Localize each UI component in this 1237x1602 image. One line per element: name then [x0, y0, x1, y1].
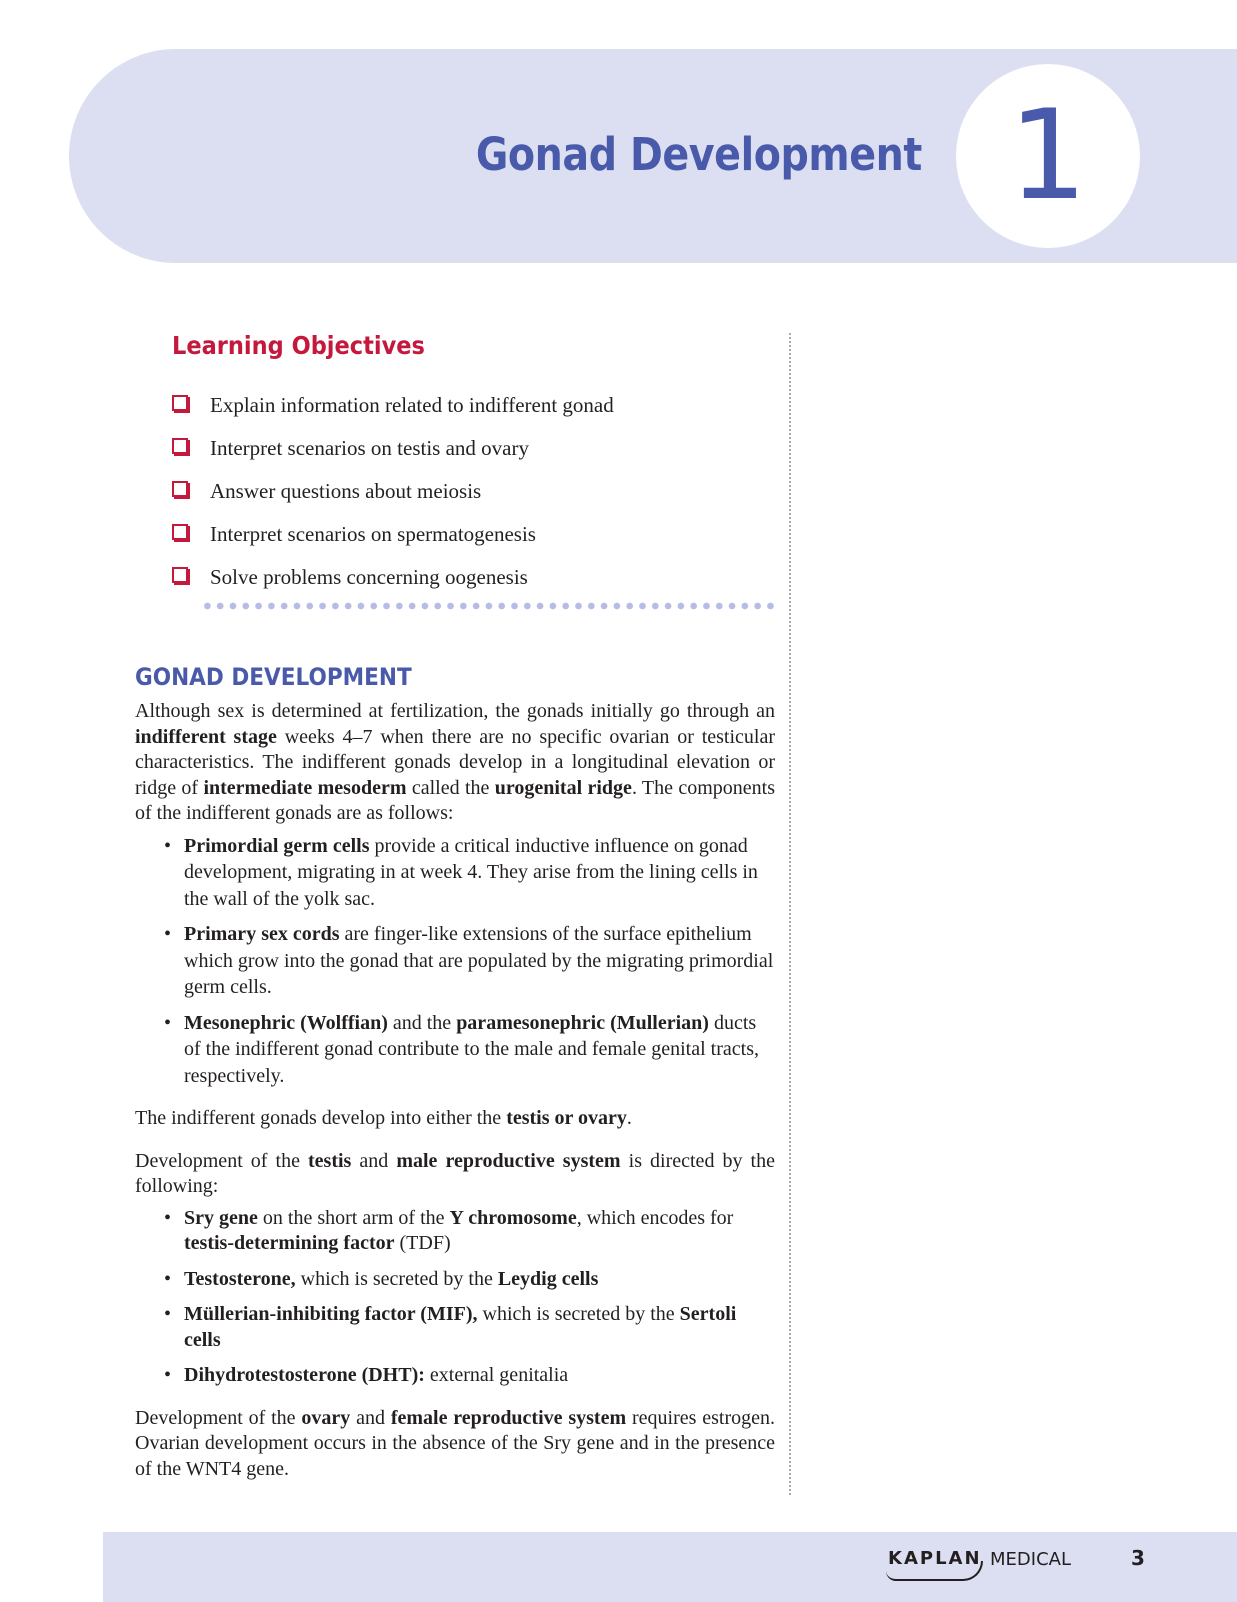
bold-term: Müllerian-inhibiting factor (MIF), — [184, 1303, 478, 1325]
section-heading: GONAD DEVELOPMENT — [135, 663, 412, 691]
text-run: and — [351, 1149, 397, 1172]
text-run: Development of the — [135, 1149, 309, 1172]
text-run: which is secreted by the — [295, 1267, 498, 1290]
text-run: called the — [406, 776, 495, 799]
text-run: . — [626, 1107, 632, 1129]
bullet-icon: • — [164, 1303, 172, 1325]
list-item — [135, 1302, 775, 1353]
objective-item — [172, 427, 614, 470]
paragraph — [135, 1406, 775, 1483]
objective-text: Explain information related to indifferent gonad — [210, 393, 614, 417]
checkbox-icon — [172, 438, 188, 454]
components-list — [135, 833, 775, 1090]
text-run: on the short arm of the — [257, 1206, 450, 1229]
bold-term: testis — [308, 1149, 352, 1172]
bullet-icon: • — [164, 1011, 172, 1034]
text-run: Development of the — [135, 1406, 302, 1429]
list-item — [135, 1363, 775, 1389]
text-run: weeks 4–7 when there are no specific ovarian or testicular characteristics. The indifferent gonads develop in a longitudinal elevation or ridge of — [135, 725, 775, 799]
text-run: external genitalia — [424, 1364, 569, 1386]
text-run: The indifferent gonads develop into either the — [135, 1107, 507, 1129]
objective-text: Solve problems concerning oogenesis — [210, 565, 528, 589]
section-body — [135, 699, 775, 1482]
list-item — [135, 1206, 775, 1257]
bold-term: urogenital ridge — [494, 776, 632, 799]
bold-term: Y chromosome — [449, 1206, 577, 1229]
text-run: and — [350, 1406, 391, 1429]
bold-term: Sertoli cells — [184, 1303, 737, 1351]
list-item — [135, 921, 775, 1001]
publisher-logo: KAPLAN — [888, 1548, 982, 1569]
bold-term: Sry gene — [184, 1206, 258, 1229]
objective-item — [172, 513, 614, 556]
bold-term: male reproductive system — [396, 1149, 621, 1172]
text-run: and the — [387, 1011, 457, 1034]
bullet-icon: • — [164, 1206, 172, 1229]
chapter-title: Gonad Development — [475, 128, 922, 181]
bullet-icon: • — [164, 1364, 172, 1386]
text-run: ducts of the indifferent gonad contribute to the male and female genital tracts, respectively. — [184, 1011, 759, 1087]
bold-term: testis-determining factor — [184, 1232, 395, 1254]
bold-term: Primary sex cords — [184, 923, 340, 945]
bold-term: ovary — [301, 1406, 351, 1429]
learning-objectives-list — [172, 384, 614, 599]
text-run: , which encodes for — [576, 1206, 734, 1229]
checkbox-icon — [172, 567, 188, 583]
bold-term: Testosterone, — [184, 1267, 296, 1290]
list-item — [135, 1267, 775, 1293]
list-item — [135, 833, 775, 913]
checkbox-icon — [172, 395, 188, 411]
text-run: Although sex is determined at fertilization, the gonads initially go through an — [135, 700, 775, 722]
text-run: provide a critical inductive influence on gonad development, migrating in at week 4. They arise from the lining cells in the wall of the yolk sac. — [184, 834, 758, 910]
logo-swoosh-icon — [886, 1561, 983, 1581]
bold-term: Leydig cells — [497, 1267, 599, 1290]
bold-term: intermediate mesoderm — [203, 776, 407, 799]
text-run: are finger-like extensions of the surface epithelium which grow into the gonad that are populated by the migrating primordial germ cells. — [184, 923, 774, 998]
text-run: . The components of the indifferent gonads are as follows: — [135, 776, 776, 824]
bold-term: indifferent stage — [135, 725, 277, 748]
bold-term: Mesonephric (Wolffian) — [184, 1011, 388, 1034]
bullet-icon: • — [164, 834, 172, 857]
publisher-suffix: MEDICAL — [990, 1549, 1071, 1570]
page-number: 3 — [1131, 1546, 1145, 1570]
bold-term: Primordial germ cells — [184, 834, 370, 857]
sidebar-divider — [789, 333, 791, 1495]
objective-item — [172, 384, 614, 427]
bold-term: testis or ovary — [506, 1107, 627, 1129]
intro-paragraph — [135, 699, 775, 827]
male-factors-list — [135, 1206, 775, 1389]
chapter-number: 1 — [1008, 84, 1088, 228]
objective-item — [172, 556, 614, 599]
bold-term: Dihydrotestosterone (DHT): — [184, 1364, 425, 1386]
text-run: is directed by the following: — [135, 1149, 775, 1197]
bold-term: paramesonephric (Mullerian) — [456, 1011, 709, 1034]
paragraph — [135, 1149, 775, 1200]
bold-term: female reproductive system — [390, 1406, 627, 1429]
list-item — [135, 1010, 775, 1090]
text-run: requires estrogen. Ovarian development occurs in the absence of the Sry gene and in the presence of the WNT4 gene. — [135, 1406, 775, 1480]
checkbox-icon — [172, 481, 188, 497]
objective-text: Interpret scenarios on spermatogenesis — [210, 522, 536, 546]
objective-text: Interpret scenarios on testis and ovary — [210, 436, 529, 460]
paragraph — [135, 1106, 775, 1132]
bullet-icon: • — [164, 923, 172, 945]
objective-item — [172, 470, 614, 513]
bullet-icon: • — [164, 1267, 172, 1290]
learning-objectives-heading: Learning Objectives — [172, 331, 425, 360]
dotted-separator — [201, 602, 775, 610]
objective-text: Answer questions about meiosis — [210, 479, 482, 503]
text-run: which is secreted by the — [477, 1303, 680, 1325]
text-run: (TDF) — [394, 1232, 451, 1254]
checkbox-icon — [172, 524, 188, 540]
